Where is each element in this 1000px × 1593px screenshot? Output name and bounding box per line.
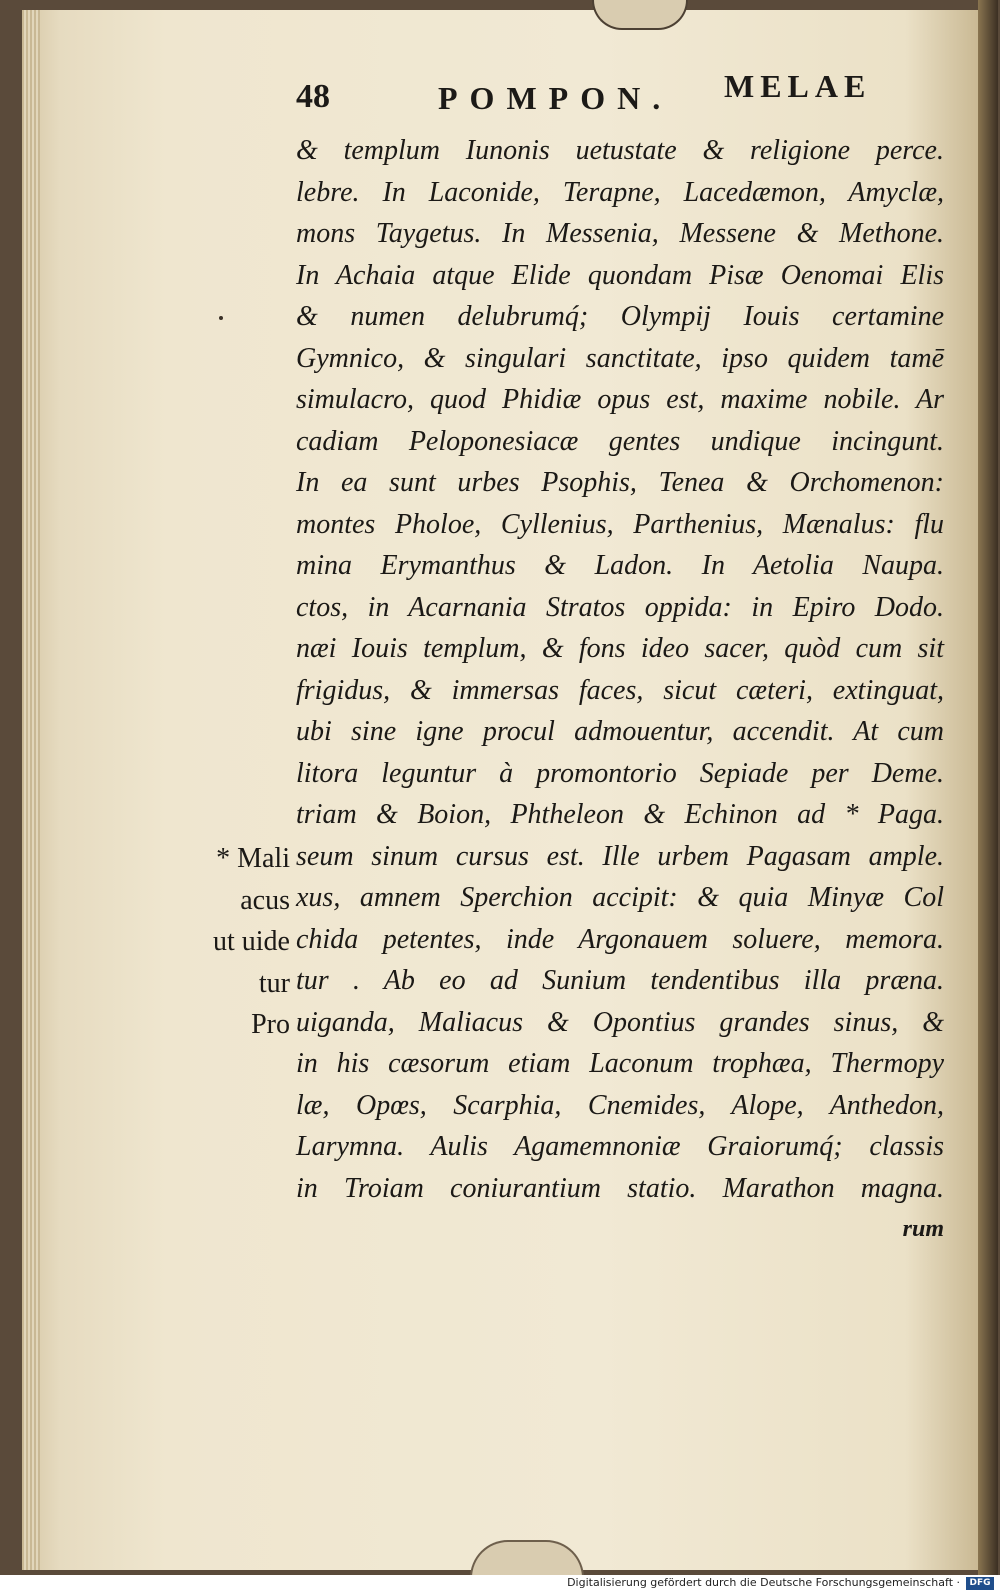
top-clasp [592,0,688,30]
text-line: uiganda, Maliacus & Opontius grandes sinus, & [296,1006,944,1038]
text-line: seum sinum cursus est. Ille urbem Pagasam ample. [296,840,944,872]
text-line: In ea sunt urbes Psophis, Tenea & Orchomenon: [296,467,944,498]
margin-note-line: tur [258,967,290,999]
text-line: ctos, in Acarnania Stratos oppida: in Epiro Dodo. [296,591,944,623]
text-line: simulacro, quod Phidiæ opus est, maxime nobile. Ar [296,384,944,415]
text-line: frigidus, & immersas faces, sicut cæteri, extinguat, [296,674,944,706]
text-line: in his cæsorum etiam Laconum trophæa, Thermopy [296,1048,944,1079]
text-line: chida petentes, inde Argonauem soluere, memora. [296,923,944,955]
text-line: triam & Boion, Phtheleon & Echinon ad * Paga. [296,799,944,830]
text-line: & templum Iunonis uetustate & religione perce. [296,135,944,166]
page-edges [22,10,40,1570]
book-spine-shadow [978,0,998,1575]
page-number: 48 [296,78,330,115]
catchword: rum [902,1216,944,1242]
text-line: In Achaia atque Elide quondam Pisæ Oenomai Elis [296,259,944,291]
text-line: litora leguntur à promontorio Sepiade per Deme. [296,757,944,789]
text-line: cadiam Peloponesiacæ gentes undique incingunt. [296,425,944,457]
text-line: lebre. In Laconide, Terapne, Lacedæmon, Amyclæ, [296,176,944,208]
dfg-logo: DFG [966,1577,994,1590]
text-line: tur . Ab eo ad Sunium tendentibus illa præna. [296,965,944,996]
text-line: læ, Opœs, Scarphia, Cnemides, Alope, Anthedon, [296,1089,944,1121]
margin-note-line: ut uide [213,926,290,957]
text-line: Gymnico, & singulari sanctitate, ipso quidem tamē [296,342,944,374]
text-line: mons Taygetus. In Messenia, Messene & Methone. [296,218,944,249]
text-line: & numen delubrumq́; Olympij Iouis certamine [296,301,944,332]
running-head [296,68,876,118]
text-line: xus, amnem Sperchion accipit: & quia Minyæ Col [296,882,944,913]
text-line: Larymna. Aulis Agamemnoniæ Graiorumq́; classis [296,1131,944,1162]
text-line: mina Erymanthus & Ladon. In Aetolia Naupa. [296,550,944,581]
text-line: ubi sine igne procul admouentur, accendit. At cum [296,716,944,747]
margin-note-line: * Mali [216,843,290,874]
running-title-left: POMPON. [438,80,673,116]
text-line: in Troiam coniurantium statio. Marathon magna. [296,1172,944,1204]
running-title-right: MELAE [724,68,872,104]
margin-note-line: Pro [251,1009,290,1040]
margin-note-line: acus [240,884,290,916]
margin-note [168,838,290,1046]
text-line: montes Pholoe, Cyllenius, Parthenius, Mænalus: flu [296,508,944,540]
footer-bar [0,1575,1000,1593]
body-text [296,130,944,1251]
ink-dot [219,316,223,320]
funding-credit: Digitalisierung gefördert durch die Deutsche Forschungsgemeinschaft · [567,1576,960,1589]
text-line: næi Iouis templum, & fons ideo sacer, quòd cum sit [296,633,944,664]
